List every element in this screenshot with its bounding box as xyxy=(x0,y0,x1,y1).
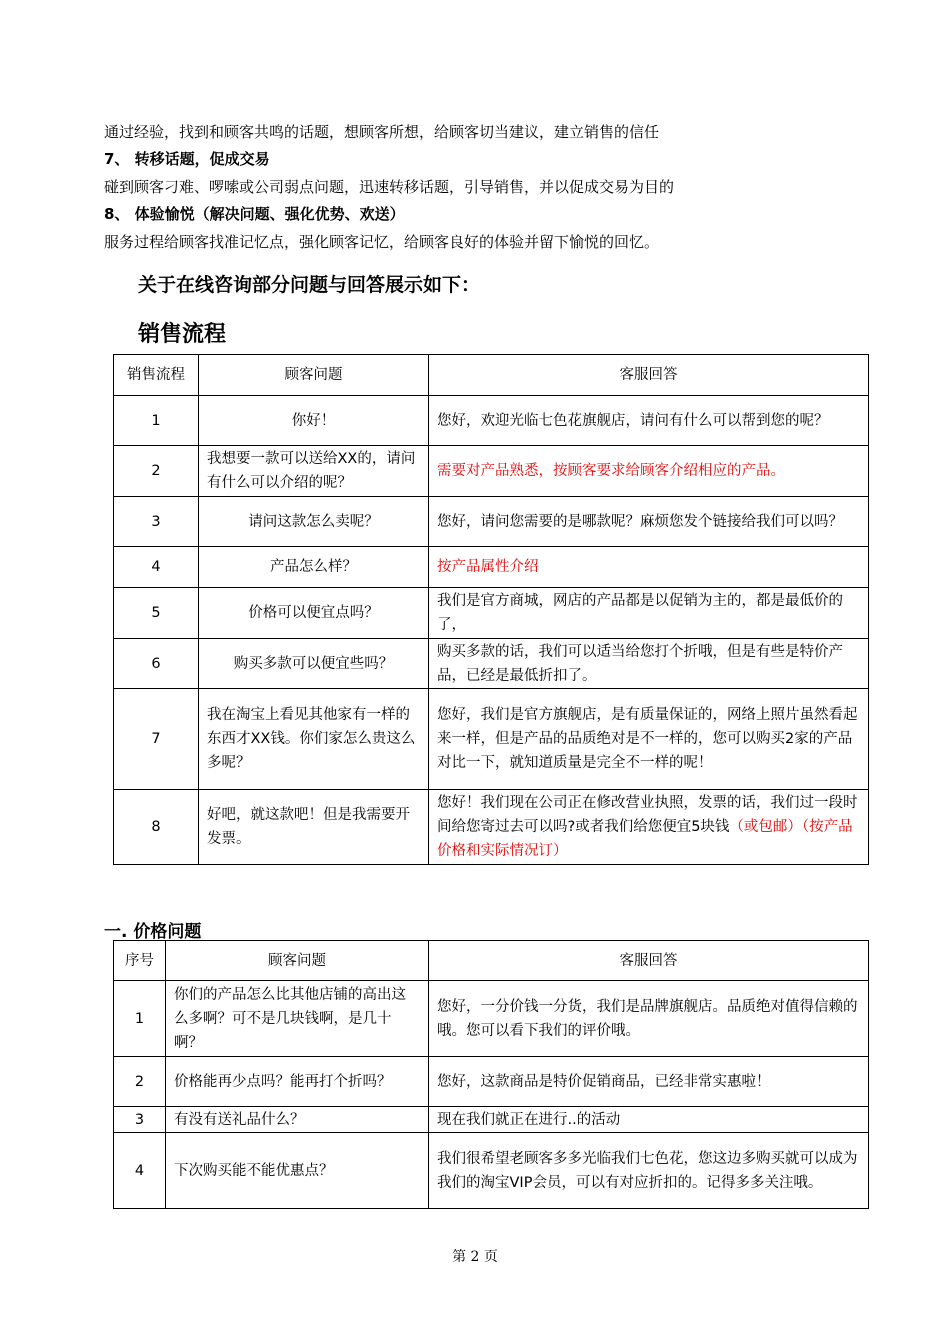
price-section-title: 一. 价格问题 xyxy=(104,922,202,942)
answer-text: 您好！我们现在公司正在修改营业执照，发票的话，我们过一段时间给您寄过去可以吗?或者我们给您便宜5块钱 xyxy=(437,795,858,835)
answer-highlight-text: （或包邮）（按产品价格和实际情况订） xyxy=(437,819,853,859)
table-row xyxy=(114,981,869,1057)
header-cell: 序号 xyxy=(114,941,166,981)
answer-highlight-text: 按产品属性介绍 xyxy=(437,559,539,575)
header-cell: 客服回答 xyxy=(429,941,869,981)
header-cell: 顾客问题 xyxy=(166,941,429,981)
table-row xyxy=(114,497,869,547)
price-questions-table xyxy=(113,940,869,1209)
row-number: 8 xyxy=(114,790,199,865)
table-row xyxy=(114,790,869,865)
row-number: 4 xyxy=(114,547,199,588)
customer-question: 我想要一款可以送给XX的，请问有什么可以介绍的呢？ xyxy=(199,446,429,497)
row-number: 3 xyxy=(114,497,199,547)
customer-question: 你们的产品怎么比其他店铺的高出这么多啊？可不是几块钱啊，是几十啊？ xyxy=(166,981,429,1057)
answer-text: 您好，请问您需要的是哪款呢？麻烦您发个链接给我们可以吗？ xyxy=(437,513,843,530)
sales-flow-title: 销售流程 xyxy=(138,322,227,347)
service-answer xyxy=(429,689,869,790)
row-number: 1 xyxy=(114,981,166,1057)
service-answer xyxy=(429,588,869,639)
intro-line-3: 碰到顾客刁难、啰嗦或公司弱点问题，迅速转移话题，引导销售，并以促成交易为目的 xyxy=(104,178,675,196)
section-heading: 关于在线咨询部分问题与回答展示如下： xyxy=(138,274,481,296)
customer-question: 好吧，就这款吧！但是我需要开发票。 xyxy=(199,790,429,865)
table-row xyxy=(114,396,869,446)
sales-flow-table xyxy=(113,354,869,865)
header-cell: 销售流程 xyxy=(114,355,199,396)
customer-question: 你好！ xyxy=(199,396,429,446)
service-answer xyxy=(429,396,869,446)
row-number: 3 xyxy=(114,1107,166,1133)
intro-line-5: 服务过程给顾客找准记忆点，强化顾客记忆，给顾客良好的体验并留下愉悦的回忆。 xyxy=(104,233,660,251)
table-row xyxy=(114,547,869,588)
row-number: 4 xyxy=(114,1133,166,1209)
answer-text: 您好，欢迎光临七色花旗舰店，请问有什么可以帮到您的呢？ xyxy=(437,412,829,429)
row-number: 2 xyxy=(114,1057,166,1107)
service-answer xyxy=(429,790,869,865)
intro-line-2-heading: 7、 转移话题，促成交易 xyxy=(104,150,270,168)
customer-question: 下次购买能不能优惠点？ xyxy=(166,1133,429,1209)
service-answer: 我们很希望老顾客多多光临我们七色花，您这边多购买就可以成为我们的淘宝VIP会员，可以有对应折扣的。记得多多关注哦。 xyxy=(429,1133,869,1209)
customer-question: 购买多款可以便宜些吗？ xyxy=(199,639,429,689)
service-answer: 现在我们就正在进行..的活动 xyxy=(429,1107,869,1133)
answer-text: 您好，我们是官方旗舰店，是有质量保证的，网络上照片虽然看起来一样，但是产品的品质绝对是不一样的，您可以购买2家的产品对比一下，就知道质量是完全不一样的呢！ xyxy=(437,707,858,771)
header-cell: 顾客问题 xyxy=(199,355,429,396)
table-header-row xyxy=(114,355,869,396)
service-answer xyxy=(429,446,869,497)
customer-question: 价格能再少点吗？能再打个折吗？ xyxy=(166,1057,429,1107)
customer-question: 请问这款怎么卖呢？ xyxy=(199,497,429,547)
service-answer: 您好，一分价钱一分货，我们是品牌旗舰店。品质绝对值得信赖的哦。您可以看下我们的评价哦。 xyxy=(429,981,869,1057)
table-row xyxy=(114,1057,869,1107)
service-answer xyxy=(429,497,869,547)
service-answer xyxy=(429,547,869,588)
row-number: 1 xyxy=(114,396,199,446)
customer-question: 我在淘宝上看见其他家有一样的东西才XX钱。你们家怎么贵这么多呢？ xyxy=(199,689,429,790)
answer-highlight-text: 需要对产品熟悉，按顾客要求给顾客介绍相应的产品。 xyxy=(437,463,785,479)
table-row xyxy=(114,1107,869,1133)
intro-line-1: 通过经验，找到和顾客共鸣的话题，想顾客所想，给顾客切当建议，建立销售的信任 xyxy=(104,123,660,141)
customer-question: 产品怎么样？ xyxy=(199,547,429,588)
service-answer xyxy=(429,639,869,689)
table-row xyxy=(114,588,869,639)
row-number: 7 xyxy=(114,689,199,790)
table-row xyxy=(114,639,869,689)
table-header-row xyxy=(114,941,869,981)
row-number: 6 xyxy=(114,639,199,689)
page-number-footer: 第 2 页 xyxy=(452,1249,498,1265)
table-row xyxy=(114,1133,869,1209)
service-answer: 您好，这款商品是特价促销商品，已经非常实惠啦！ xyxy=(429,1057,869,1107)
answer-text: 购买多款的话，我们可以适当给您打个折哦，但是有些是特价产品，已经是最低折扣了。 xyxy=(437,643,843,684)
table-row xyxy=(114,689,869,790)
intro-line-4-heading: 8、 体验愉悦（解决问题、强化优势、欢送） xyxy=(104,205,405,223)
header-cell: 客服回答 xyxy=(429,355,869,396)
table-row xyxy=(114,446,869,497)
answer-text: 我们是官方商城，网店的产品都是以促销为主的，都是最低价的了， xyxy=(437,593,843,633)
row-number: 2 xyxy=(114,446,199,497)
customer-question: 有没有送礼品什么？ xyxy=(166,1107,429,1133)
customer-question: 价格可以便宜点吗？ xyxy=(199,588,429,639)
row-number: 5 xyxy=(114,588,199,639)
